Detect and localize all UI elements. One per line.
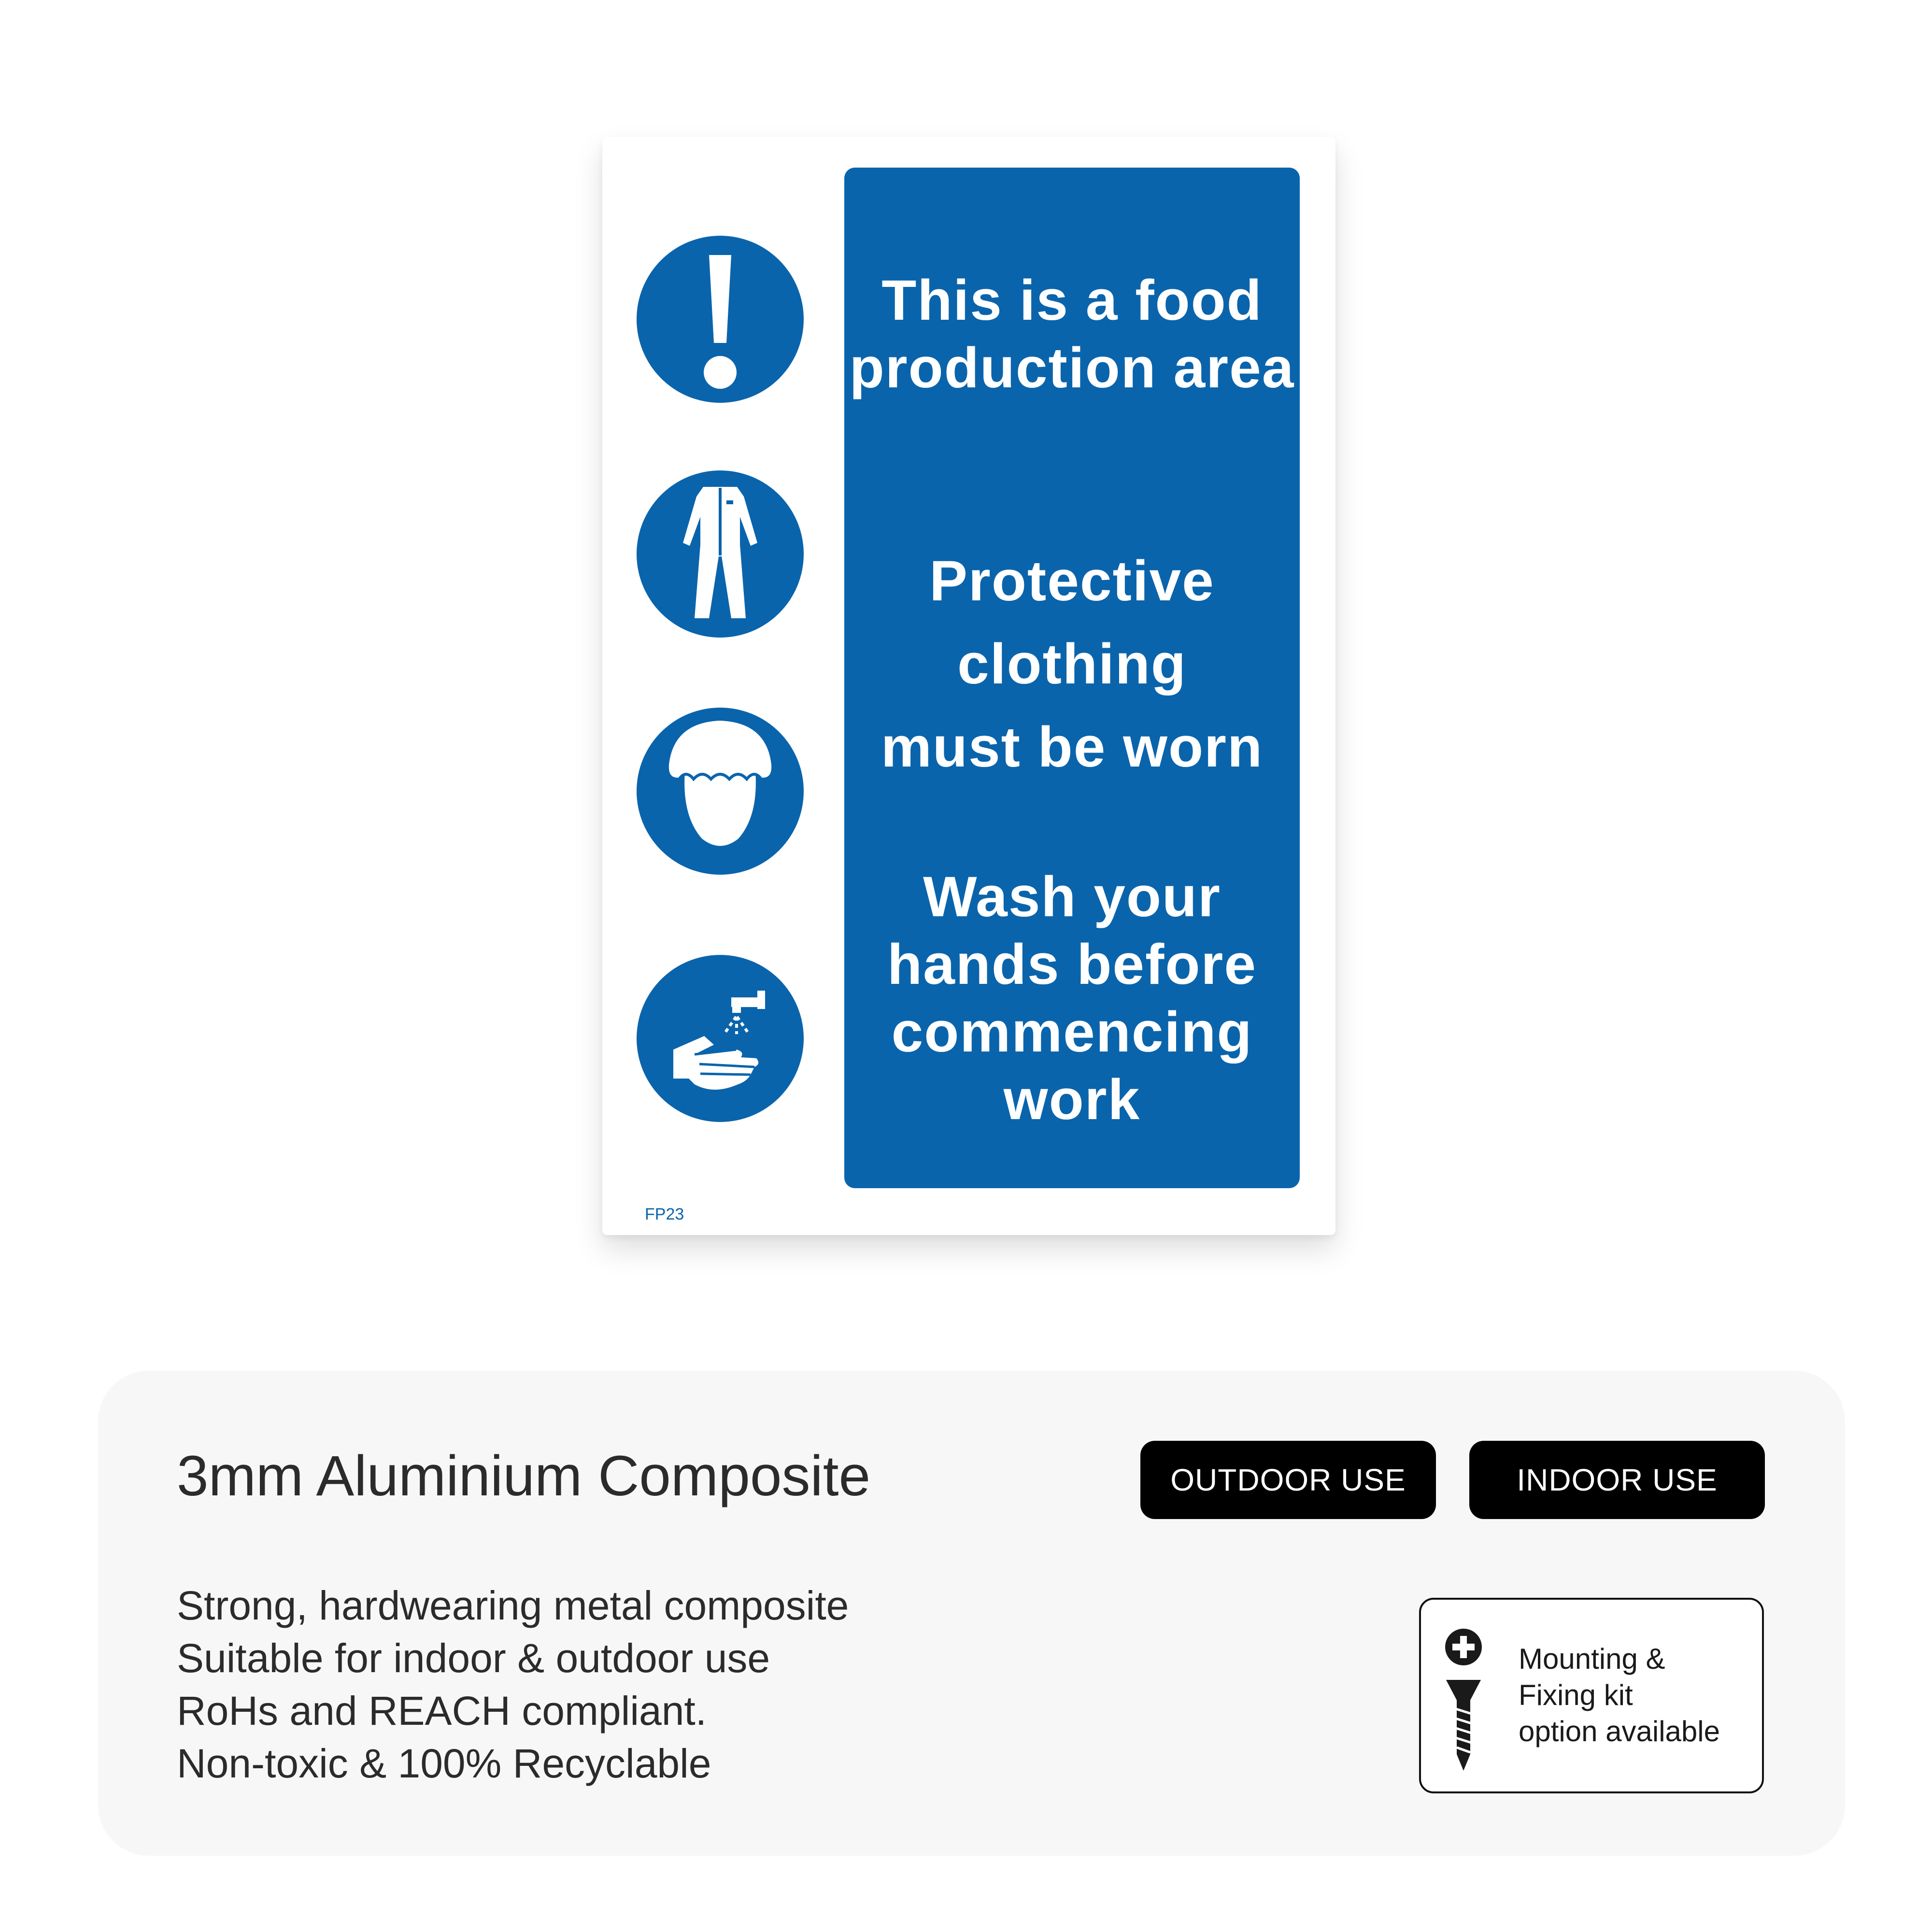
indoor-use-badge: INDOOR USE: [1469, 1441, 1765, 1519]
material-title: 3mm Aluminium Composite: [177, 1444, 871, 1508]
feature-item: Non-toxic & 100% Recyclable: [177, 1741, 711, 1786]
sign-handwash-instruction: Wash your hands before commencing work: [887, 865, 1257, 1132]
outdoor-use-badge: OUTDOOR USE: [1140, 1441, 1436, 1519]
wash-hands-icon: [637, 955, 804, 1122]
protective-coverall-icon: [637, 470, 804, 638]
screw-plus-icon: [1444, 1628, 1483, 1773]
product-code: FP23: [645, 1205, 684, 1223]
material-info-card: [98, 1371, 1845, 1856]
feature-item: Strong, hardwearing metal composite: [177, 1583, 849, 1628]
feature-item: Suitable for indoor & outdoor use: [177, 1635, 770, 1681]
sign-clothing-instruction: Protective clothing must be worn: [881, 549, 1264, 779]
mandatory-exclamation-icon: [637, 236, 804, 403]
feature-item: RoHs and REACH compliant.: [177, 1688, 707, 1733]
sign-heading: This is a food production area: [849, 269, 1295, 400]
feature-list: [177, 1579, 849, 1790]
sign-message-panel: [844, 168, 1300, 1188]
mounting-kit-box: [1419, 1598, 1764, 1793]
mounting-kit-text: Mounting & Fixing kit option available: [1519, 1643, 1720, 1747]
hairnet-icon: [637, 708, 804, 875]
safety-sign: [602, 137, 1335, 1235]
